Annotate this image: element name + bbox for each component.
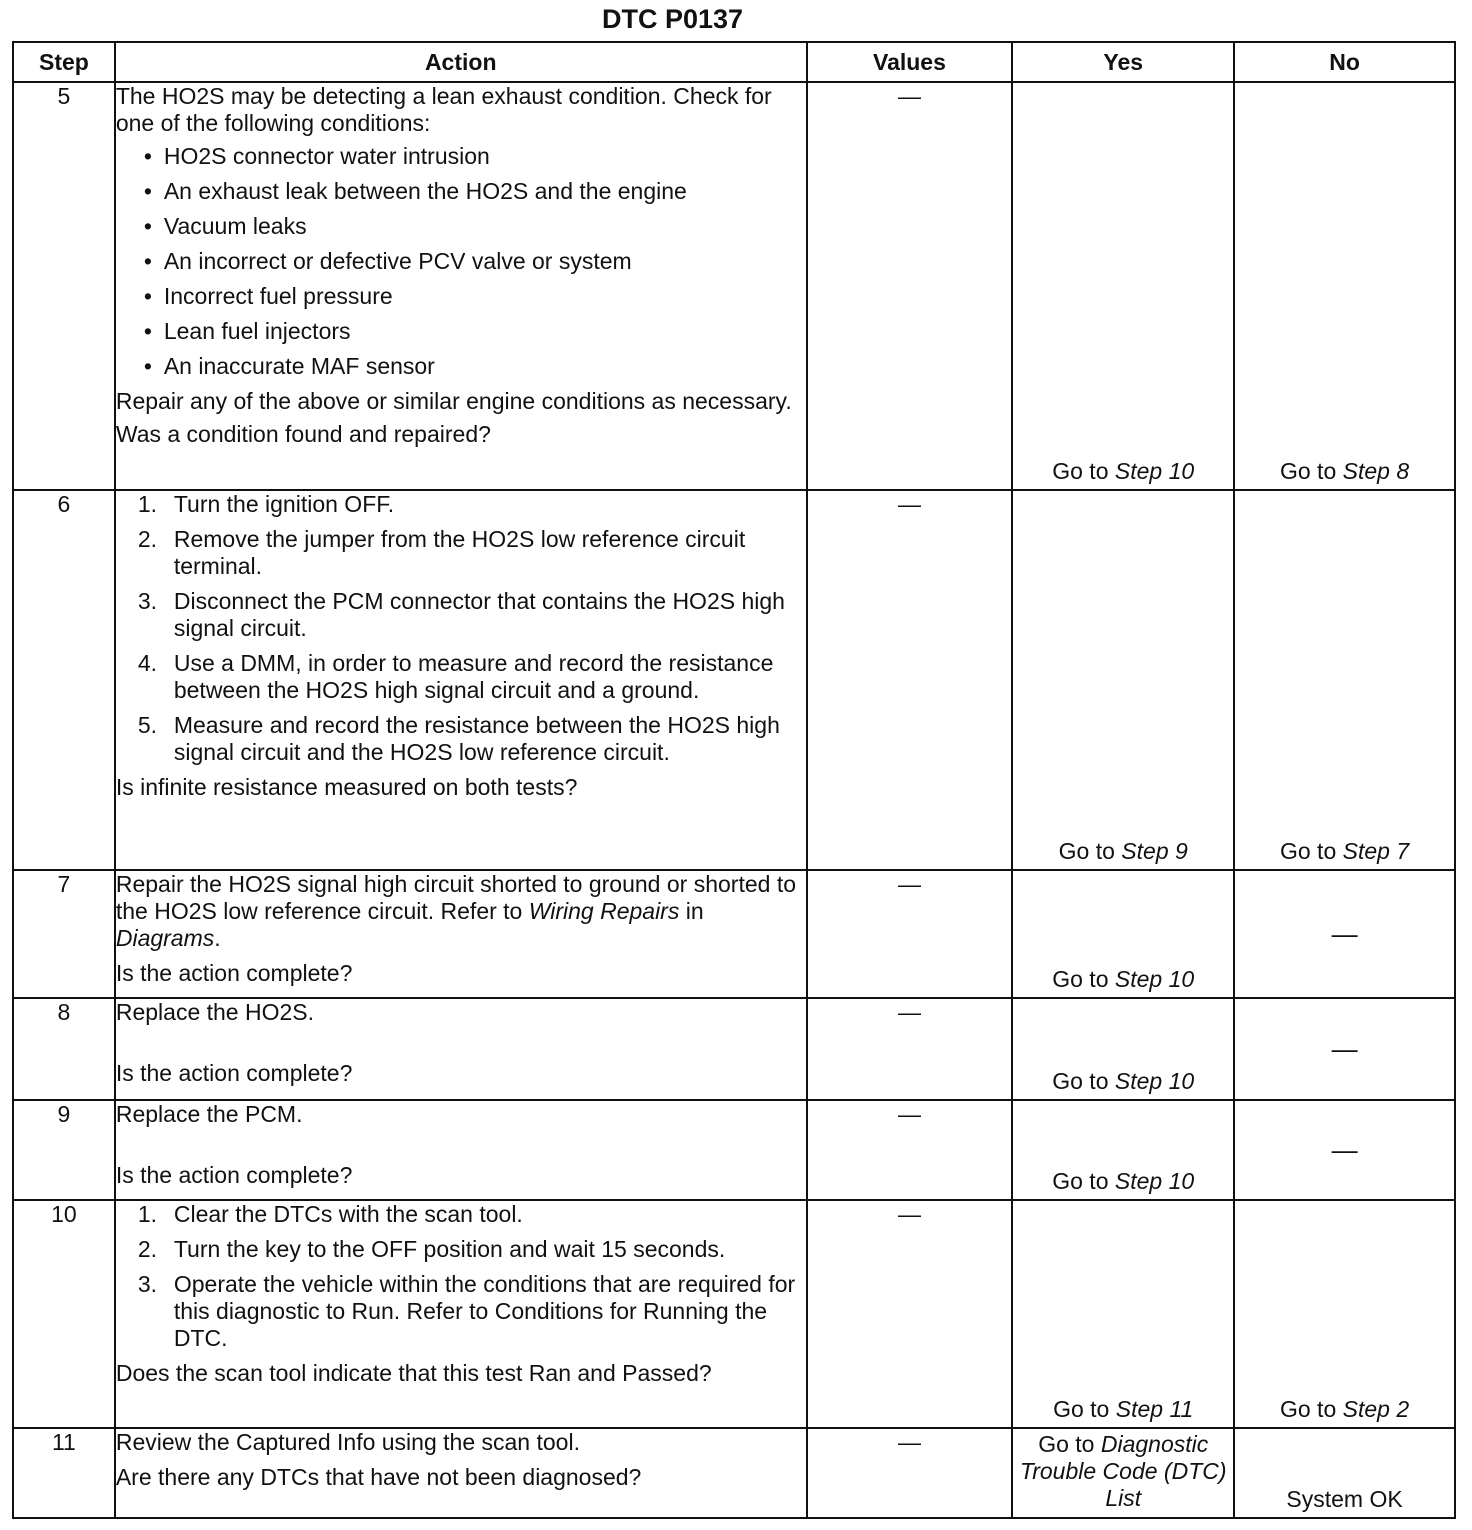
step-ref-link[interactable]: Step 11 xyxy=(1115,1396,1194,1422)
yes-cell xyxy=(1012,1428,1234,1518)
go-to-text: Go to xyxy=(1279,458,1337,484)
yes-cell xyxy=(1012,490,1234,870)
no-cell xyxy=(1234,1428,1455,1518)
go-to-text: Go to xyxy=(1053,1396,1110,1422)
system-ok-text: System OK xyxy=(1286,1486,1403,1512)
go-to-text: Go to xyxy=(1052,458,1109,484)
action-question: Is infinite resistance measured on both tests? xyxy=(115,774,578,800)
values-cell: — xyxy=(807,82,1013,490)
yes-cell xyxy=(1012,1200,1234,1428)
step-ref-link[interactable]: Step 10 xyxy=(1114,458,1195,484)
action-cell xyxy=(115,82,807,490)
no-dash: — xyxy=(1331,1134,1358,1165)
values-cell: — xyxy=(807,490,1013,870)
action-intro: The HO2S may be detecting a lean exhaust condition. Check for one of the following conditions: xyxy=(115,83,772,136)
yes-cell xyxy=(1012,1100,1234,1200)
table-row-step-6 xyxy=(13,490,1455,870)
list-item: 2. Turn the key to the OFF position and wait 15 seconds. xyxy=(137,1236,726,1262)
procedure-list xyxy=(116,1201,806,1352)
list-item: 5. Measure and record the resistance between the HO2S high signal circuit and the HO2S low reference circuit. xyxy=(137,712,780,765)
step-ref-link[interactable]: Step 2 xyxy=(1342,1396,1410,1422)
list-item: • Vacuum leaks xyxy=(140,213,806,240)
action-text: Repair the HO2S signal high circuit shorted to ground or shorted to the HO2S low reference circuit. Refer to Wiring Repairs in Diagrams. xyxy=(115,871,796,951)
list-item: • HO2S connector water intrusion xyxy=(140,143,806,170)
action-question: Is the action complete? xyxy=(115,1060,353,1086)
action-cell xyxy=(115,870,807,998)
yes-cell xyxy=(1012,870,1234,998)
header-no: No xyxy=(1234,42,1455,82)
no-cell xyxy=(1234,1200,1455,1428)
no-cell xyxy=(1234,998,1455,1100)
action-question: Does the scan tool indicate that this test Ran and Passed? xyxy=(115,1360,712,1386)
header-yes: Yes xyxy=(1012,42,1234,82)
header-values: Values xyxy=(807,42,1013,82)
list-item: 1. Turn the ignition OFF. xyxy=(137,491,395,517)
step-number: 6 xyxy=(13,490,115,870)
action-text: Replace the PCM. xyxy=(115,1101,303,1127)
go-to-text: Go to xyxy=(1038,1431,1095,1457)
action-question: Are there any DTCs that have not been diagnosed? xyxy=(115,1464,642,1490)
yes-cell xyxy=(1012,82,1234,490)
action-cell xyxy=(115,1428,807,1518)
no-dash: — xyxy=(1331,1033,1358,1064)
step-ref-link[interactable]: Step 9 xyxy=(1121,838,1188,864)
list-item: 1. Clear the DTCs with the scan tool. xyxy=(137,1201,523,1227)
header-row xyxy=(13,42,1455,82)
table-row-step-10 xyxy=(13,1200,1455,1428)
action-text: Replace the HO2S. xyxy=(115,999,315,1025)
values-cell: — xyxy=(807,1200,1013,1428)
values-cell: — xyxy=(807,1100,1013,1200)
step-ref-link[interactable]: Step 7 xyxy=(1342,838,1410,864)
step-ref-link[interactable]: Step 10 xyxy=(1114,966,1195,992)
step-ref-link[interactable]: Step 8 xyxy=(1342,458,1410,484)
table-row-step-7 xyxy=(13,870,1455,998)
list-item: • An incorrect or defective PCV valve or system xyxy=(140,248,806,275)
list-item: • An exhaust leak between the HO2S and the engine xyxy=(140,178,806,205)
action-question: Was a condition found and repaired? xyxy=(115,421,491,447)
list-item: 3. Operate the vehicle within the conditions that are required for this diagnostic to Run. Refer to Conditions for Running the DTC. xyxy=(137,1271,796,1351)
no-cell xyxy=(1234,870,1455,998)
go-to-text: Go to xyxy=(1052,1168,1109,1194)
page-title: DTC P0137 xyxy=(601,4,744,34)
values-cell: — xyxy=(807,1428,1013,1518)
step-number: 9 xyxy=(13,1100,115,1200)
action-cell xyxy=(115,1200,807,1428)
diagrams-ref[interactable]: Diagrams xyxy=(115,925,215,951)
header-step: Step xyxy=(13,42,115,82)
go-to-text: Go to xyxy=(1058,838,1115,864)
list-item: • An inaccurate MAF sensor xyxy=(140,353,806,380)
yes-cell xyxy=(1012,998,1234,1100)
go-to-text: Go to xyxy=(1279,1396,1337,1422)
go-to-text: Go to xyxy=(1052,966,1109,992)
no-dash: — xyxy=(1331,918,1358,949)
table-row-step-5 xyxy=(13,82,1455,490)
no-cell xyxy=(1234,490,1455,870)
step-number: 7 xyxy=(13,870,115,998)
step-number: 5 xyxy=(13,82,115,490)
diagnostic-table xyxy=(12,41,1456,1519)
step-number: 11 xyxy=(13,1428,115,1518)
step-number: 10 xyxy=(13,1200,115,1428)
go-to-text: Go to xyxy=(1279,838,1337,864)
action-text: Review the Captured Info using the scan tool. xyxy=(115,1429,580,1455)
list-item: 3. Disconnect the PCM connector that contains the HO2S high signal circuit. xyxy=(137,588,785,641)
list-item: 2. Remove the jumper from the HO2S low reference circuit terminal. xyxy=(137,526,746,579)
values-cell: — xyxy=(807,870,1013,998)
table-row-step-9 xyxy=(13,1100,1455,1200)
step-ref-link[interactable]: Step 10 xyxy=(1114,1068,1195,1094)
no-cell xyxy=(1234,1100,1455,1200)
action-question: Is the action complete? xyxy=(115,960,353,986)
list-item: 4. Use a DMM, in order to measure and record the resistance between the HO2S high signal circuit and a ground. xyxy=(137,650,774,703)
list-item: • Lean fuel injectors xyxy=(140,318,806,345)
dtc-list-ref-link[interactable]: Diagnostic Trouble Code (DTC) List xyxy=(1019,1431,1227,1511)
go-to-text: Go to xyxy=(1052,1068,1109,1094)
action-repair-text: Repair any of the above or similar engine conditions as necessary. xyxy=(115,388,792,414)
procedure-list xyxy=(116,491,806,766)
condition-list xyxy=(116,143,806,380)
action-question: Is the action complete? xyxy=(115,1162,353,1188)
wiring-repairs-ref[interactable]: Wiring Repairs xyxy=(528,898,680,924)
values-cell: — xyxy=(807,998,1013,1100)
action-cell xyxy=(115,490,807,870)
table-row-step-11 xyxy=(13,1428,1455,1518)
action-cell xyxy=(115,1100,807,1200)
no-cell xyxy=(1234,82,1455,490)
header-action: Action xyxy=(115,42,807,82)
step-ref-link[interactable]: Step 10 xyxy=(1114,1168,1195,1194)
action-cell xyxy=(115,998,807,1100)
table-row-step-8 xyxy=(13,998,1455,1100)
step-number: 8 xyxy=(13,998,115,1100)
list-item: • Incorrect fuel pressure xyxy=(140,283,806,310)
